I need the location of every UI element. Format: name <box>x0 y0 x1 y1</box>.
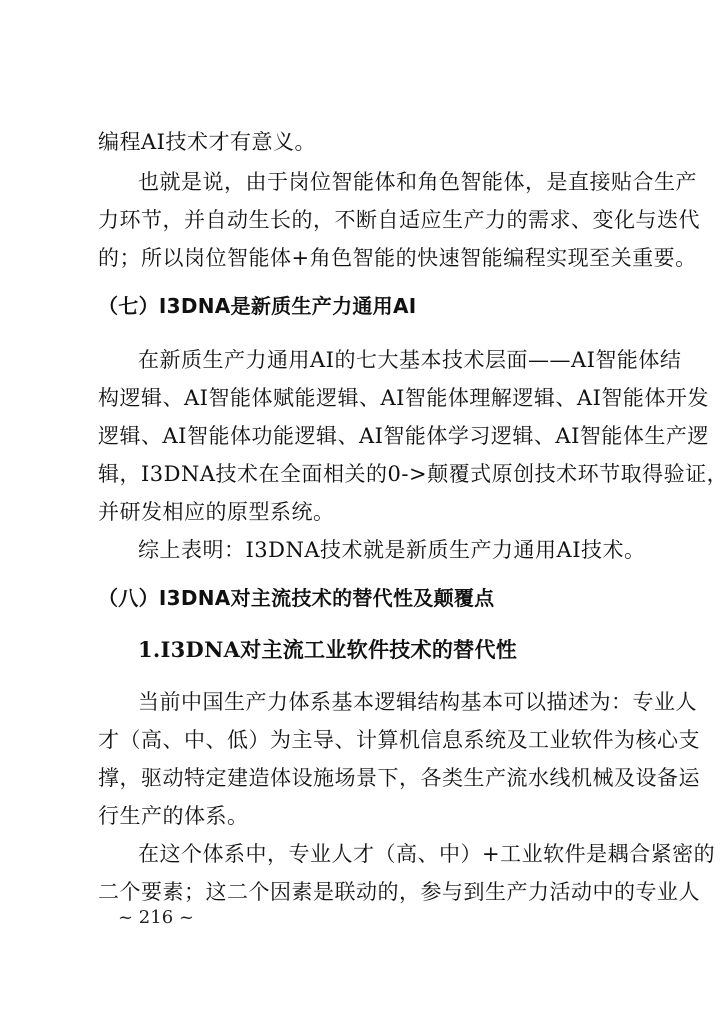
paragraph-line: 行生产的体系。 <box>98 804 249 828</box>
paragraph-line: 构逻辑、AI智能体赋能逻辑、AI智能体理解逻辑、AI智能体开发 <box>98 386 709 410</box>
paragraph-line: 的；所以岗位智能体+角色智能的快速智能编程实现至关重要。 <box>98 246 697 270</box>
paragraph-line: 在这个体系中，专业人才（高、中）+工业软件是耦合紧密的 <box>138 842 716 866</box>
paragraph-line: 当前中国生产力体系基本逻辑结构基本可以描述为：专业人 <box>138 690 697 714</box>
paragraph-line: 逻辑、AI智能体功能逻辑、AI智能体学习逻辑、AI智能体生产逻 <box>98 424 709 448</box>
page-number: ~ 216 ~ <box>118 907 194 928</box>
paragraph-line: 编程AI技术才有意义。 <box>98 130 316 154</box>
section-heading-8: （八）I3DNA对主流技术的替代性及颠覆点 <box>98 586 495 610</box>
section-heading-7: （七）I3DNA是新质生产力通用AI <box>98 294 417 318</box>
paragraph-line: 才（高、中、低）为主导、计算机信息系统及工业软件为核心支 <box>98 728 700 752</box>
paragraph-line: 二个要素；这二个因素是联动的，参与到生产力活动中的专业人 <box>98 880 700 904</box>
paragraph-line: 辑，I3DNA技术在全面相关的0->颠覆式原创技术环节取得验证， <box>98 462 728 486</box>
paragraph-line: 力环节，并自动生长的，不断自适应生产力的需求、变化与迭代 <box>98 208 700 232</box>
paragraph-line: 在新质生产力通用AI的七大基本技术层面——AI智能体结 <box>138 348 682 372</box>
subsection-heading: 1.I3DNA对主流工业软件技术的替代性 <box>138 637 518 662</box>
paragraph-line: 综上表明：I3DNA技术就是新质生产力通用AI技术。 <box>138 538 646 562</box>
paragraph-line: 也就是说，由于岗位智能体和角色智能体，是直接贴合生产 <box>138 170 697 194</box>
paragraph-line: 并研发相应的原型系统。 <box>98 500 335 524</box>
paragraph-line: 撑，驱动特定建造体设施场景下，各类生产流水线机械及设备运 <box>98 766 700 790</box>
